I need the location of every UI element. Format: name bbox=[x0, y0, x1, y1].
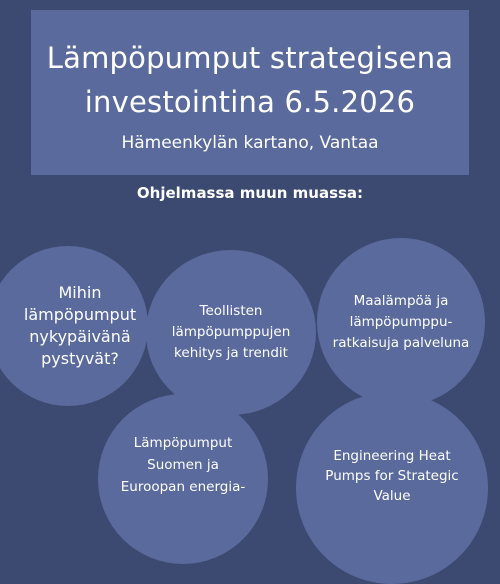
topic-text-3: Maalämpöä ja lämpöpumppu- ratkaisuja palveluna bbox=[332, 292, 470, 351]
title-banner bbox=[31, 10, 469, 175]
topic-text-5: Engineering Heat Pumps for Strategic Value bbox=[325, 448, 459, 504]
event-location: Hämeenkylän kartano, Vantaa bbox=[121, 133, 379, 153]
topic-text-1: Mihin lämpöpumput nykypäivänä pystyvät? bbox=[23, 283, 137, 368]
topic-bubble-1 bbox=[0, 246, 148, 406]
topic-text-4: Lämpöpumput Suomen ja Euroopan energia- bbox=[120, 435, 246, 495]
event-title-line-1: Lämpöpumput strategisena bbox=[46, 41, 454, 75]
event-title-line-2: investointina 6.5.2026 bbox=[84, 85, 416, 119]
topic-bubble-5 bbox=[296, 392, 488, 584]
topic-text-2: Teollisten lämpöpumppujen kehitys ja trendit bbox=[171, 303, 291, 361]
program-heading: Ohjelmassa muun muassa: bbox=[136, 184, 364, 202]
topic-bubble-3 bbox=[317, 238, 485, 406]
topic-bubble-4 bbox=[98, 394, 268, 564]
topic-bubble-2 bbox=[146, 250, 316, 415]
